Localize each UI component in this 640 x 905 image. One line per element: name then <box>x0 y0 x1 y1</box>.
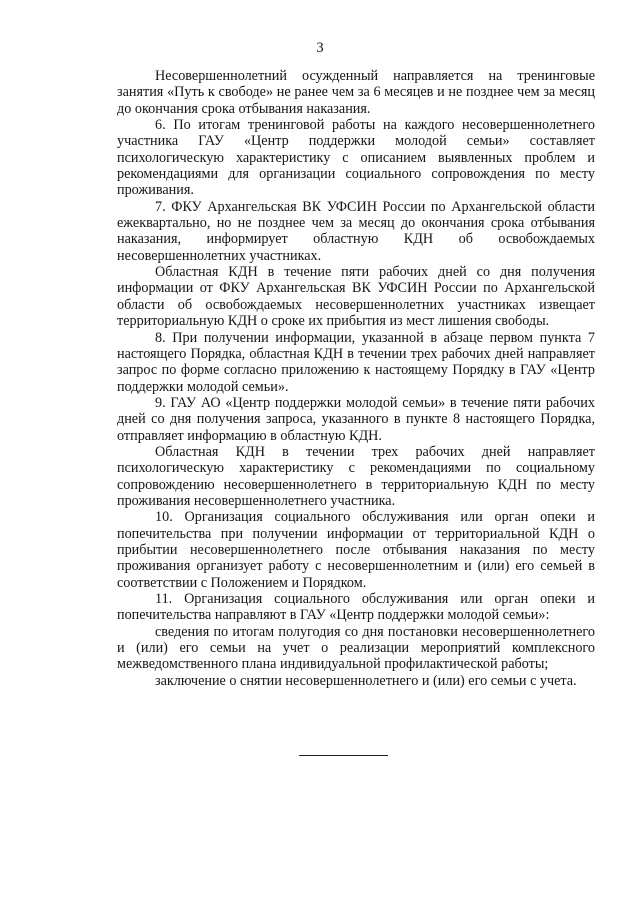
paragraph-item-11-conclusion: заключение о снятии несовершеннолетнего и (или) его семьи с учета. <box>155 672 577 689</box>
paragraph-item-7-notice: Областная КДН в течение пяти рабочих дней со дня получения информации от ФКУ Архангельская ВК УФСИН России по Архангельской области об освобождаемых несовершеннолетних участниках извещает территориальную КДН о сроке их прибытия из мест лишения свободы. <box>117 264 595 330</box>
end-divider-line <box>299 755 388 756</box>
paragraph-item-11: 11. Организация социального обслуживания или орган опеки и попечительства направляют в ГАУ «Центр поддержки молодой семьи»: <box>117 591 595 624</box>
document-body <box>117 68 595 689</box>
paragraph-item-8: 8. При получении информации, указанной в абзаце первом пункта 7 настоящего Порядка, областная КДН в течении трех рабочих дней направляет запрос по форме согласно приложению к настоящему Порядку в ГАУ «Центр поддержки молодой семьи». <box>117 329 595 395</box>
page-number: 3 <box>316 40 324 56</box>
paragraph-item-10: 10. Организация социального обслуживания или орган опеки и попечительства при получении информации от территориальной КДН о прибытии несовершеннолетнего после отбывания наказания по месту проживания организует работу с несовершеннолетним и (или) его семьей в соответствии с Положением и Порядком. <box>117 509 595 591</box>
paragraph-item-6: 6. По итогам тренинговой работы на каждого несовершеннолетнего участника ГАУ «Центр поддержки молодой семьи» составляет психологическую характеристику с описанием выявленных проблем и рекомендациями для организации социального сопровождения по месту проживания. <box>117 117 595 199</box>
paragraph-item-11-reports: сведения по итогам полугодия со дня постановки несовершеннолетнего и (или) его семьи на учет о реализации мероприятий комплексного межведомственного плана индивидуальной профилактической работы; <box>117 623 595 673</box>
paragraph-item-9-characteristic: Областная КДН в течении трех рабочих дней направляет психологическую характеристику с рекомендациями по социальному сопровождению несовершеннолетнего в территориальную КДН по месту проживания несовершеннолетнего участника. <box>117 443 595 509</box>
paragraph-item-9: 9. ГАУ АО «Центр поддержки молодой семьи» в течение пяти рабочих дней со дня получения запроса, указанного в пункте 8 настоящего Порядка, отправляет информацию в областную КДН. <box>117 394 595 444</box>
paragraph-training-referral: Несовершеннолетний осужденный направляется на тренинговые занятия «Путь к свободе» не ранее чем за 6 месяцев и не позднее чем за месяц до окончания срока отбывания наказания. <box>117 68 595 117</box>
paragraph-item-7: 7. ФКУ Архангельская ВК УФСИН России по Архангельской области ежеквартально, но не позднее чем за месяц до окончания срока отбывания наказания, информирует областную КДН об освобождаемых несовершеннолетних участниках. <box>117 198 595 264</box>
